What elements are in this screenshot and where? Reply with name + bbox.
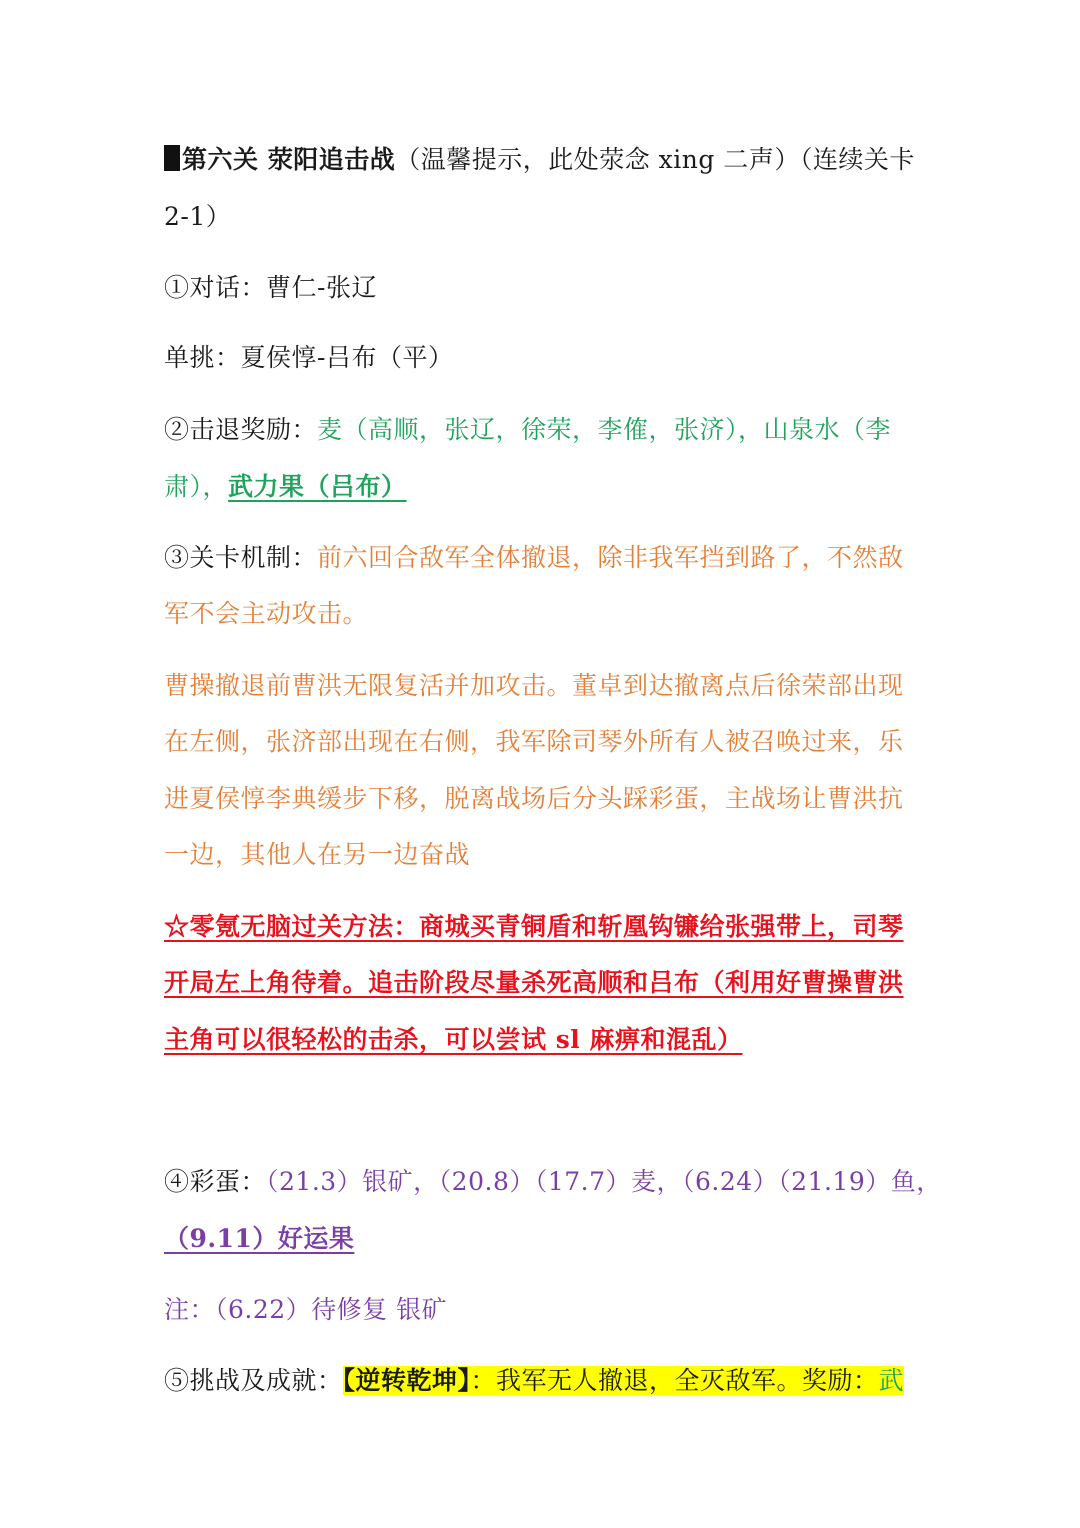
repel-reward-line-2 [164, 470, 407, 504]
mechanism-line-2: 军不会主动攻击。 [164, 599, 369, 628]
strategy-paragraph-line: 曹操撤退前曹洪无限复活并加攻击。董卓到达撤离点后徐荣部出现 [164, 671, 904, 700]
dialogue-line: ①对话：曹仁-张辽 [164, 273, 377, 302]
repel-reward-items-cont: 肃）， [164, 472, 229, 501]
challenge-desc: ：我军无人撤退，全灭敌军。奖励： [470, 1366, 879, 1395]
easter-egg-line-2: （9.11）好运果 [164, 1224, 355, 1253]
easy-clear-tip-line: ☆零氪无脑过关方法：商城买青铜盾和斩凰钩镰给张强带上，司琴 [164, 912, 904, 941]
stage-pronunciation-note: （温馨提示，此处荥念 xing 二声）（连续关卡 [395, 145, 915, 174]
repel-reward-line-1 [164, 413, 891, 447]
challenge-reward: 武 [878, 1366, 905, 1395]
challenge-highlight [343, 1366, 905, 1395]
easter-egg-label: ④彩蛋： [164, 1167, 267, 1196]
duel-line: 单挑：夏侯惇-吕布（平） [164, 343, 454, 372]
repel-reward-label: ②击退奖励： [164, 415, 318, 444]
challenge-name: 【逆转乾坤】 [342, 1366, 471, 1395]
easy-clear-tip-line: 开局左上角待着。追击阶段尽量杀死高顺和吕布（利用好曹操曹洪 [164, 968, 904, 997]
strategy-paragraph-line: 在左侧，张济部出现在右侧，我军除司琴外所有人被召唤过来，乐 [164, 727, 904, 756]
mechanism-label: ③关卡机制： [164, 543, 318, 572]
stage-title-line [164, 143, 915, 177]
challenge-line [164, 1364, 904, 1398]
easy-clear-tip-line: 主角可以很轻松的击杀，可以尝试 sl 麻痹和混乱） [164, 1025, 743, 1054]
section-marker-icon [164, 145, 180, 171]
mechanism-text: 前六回合敌军全体撤退，除非我军挡到路了，不然敌 [317, 543, 904, 572]
repel-reward-items: 麦（高顺，张辽，徐荣，李傕，张济），山泉水（李 [317, 415, 892, 444]
mechanism-line-1 [164, 541, 904, 575]
challenge-label: ⑤挑战及成就： [164, 1366, 343, 1395]
stage-title-cont: 2-1） [164, 202, 232, 231]
repair-note: 注：（6.22）待修复 银矿 [164, 1295, 448, 1324]
easter-egg-items: （21.3）银矿，（20.8）（17.7）麦，（6.24）（21.19）鱼， [266, 1167, 942, 1196]
strategy-paragraph-line: 一边，其他人在另一边奋战 [164, 840, 471, 869]
repel-reward-highlight: 武力果（吕布） [228, 472, 407, 501]
stage-heading: 第六关 荥阳追击战 [182, 145, 396, 174]
strategy-paragraph-line: 进夏侯惇李典缓步下移，脱离战场后分头踩彩蛋，主战场让曹洪抗 [164, 784, 904, 813]
easter-egg-line-1 [164, 1165, 942, 1199]
